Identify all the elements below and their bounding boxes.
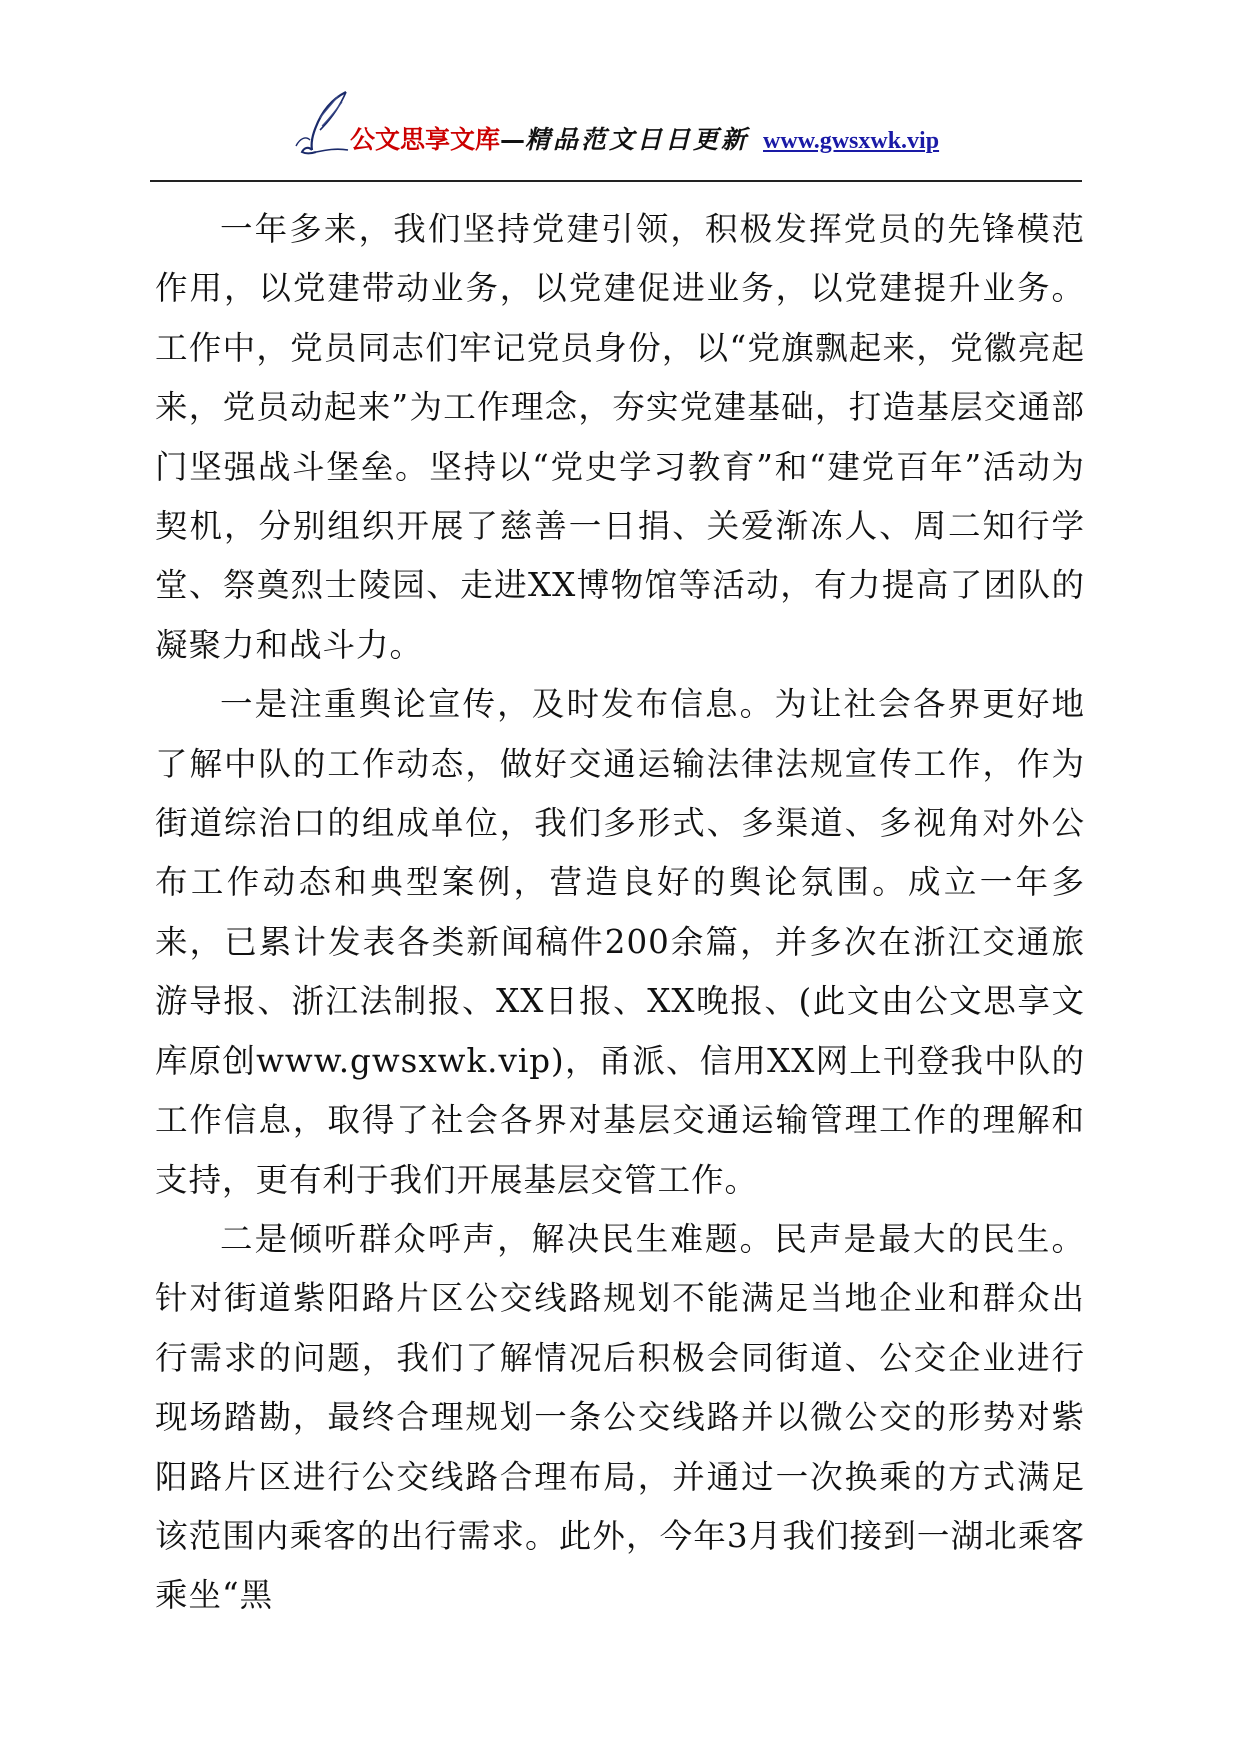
header-title <box>350 120 939 160</box>
paragraph-1: 一年多来，我们坚持党建引领，积极发挥党员的先锋模范作用，以党建带动业务，以党建促进业务，以党建提升业务。工作中，党员同志们牢记党员身份，以“党旗飘起来，党徽亮起来，党员动起来”为工作理念，夯实党建基础，打造基层交通部门坚强战斗堡垒。坚持以“党史学习教育”和“建党百年”活动为契机，分别组织开展了慈善一日捐、关爱渐冻人、周二知行学堂、祭奠烈士陵园、走进XX博物馆等活动，有力提高了团队的凝聚力和战斗力。 <box>155 210 1085 664</box>
paragraph-3: 二是倾听群众呼声，解决民生难题。民声是最大的民生。针对街道紫阳路片区公交线路规划不能满足当地企业和群众出行需求的问题，我们了解情况后积极会同街道、公交企业进行现场踏勘，最终合理规划一条公交线路并以微公交的形势对紫阳路片区进行公交线路合理布局，并通过一次换乘的方式满足该范围内乘客的出行需求。此外，今年3月我们接到一湖北乘客乘坐“黑 <box>155 1219 1085 1615</box>
header-dash: — <box>500 125 526 154</box>
document-body <box>155 200 1085 1626</box>
page-header <box>150 82 1080 182</box>
brand-name: 公文思享文库 <box>350 125 501 154</box>
paragraph-2: 一是注重舆论宣传，及时发布信息。为让社会各界更好地了解中队的工作动态，做好交通运输法律法规宣传工作，作为街道综治口的组成单位，我们多形式、多渠道、多视角对外公布工作动态和典型案例，营造良好的舆论氛围。成立一年多来，已累计发表各类新闻稿件200余篇，并多次在浙江交通旅游导报、浙江法制报、XX日报、XX晚报、(此文由公文思享文库原创www.gwsxwk.vip)，甬派、信用XX网上刊登我中队的工作信息，取得了社会各界对基层交通运输管理工作的理解和支持，更有利于我们开展基层交管工作。 <box>155 685 1085 1199</box>
header-divider <box>150 180 1082 182</box>
site-link[interactable]: www.gwsxwk.vip <box>763 128 940 154</box>
header-slogan: 精品范文日日更新 <box>525 125 750 154</box>
